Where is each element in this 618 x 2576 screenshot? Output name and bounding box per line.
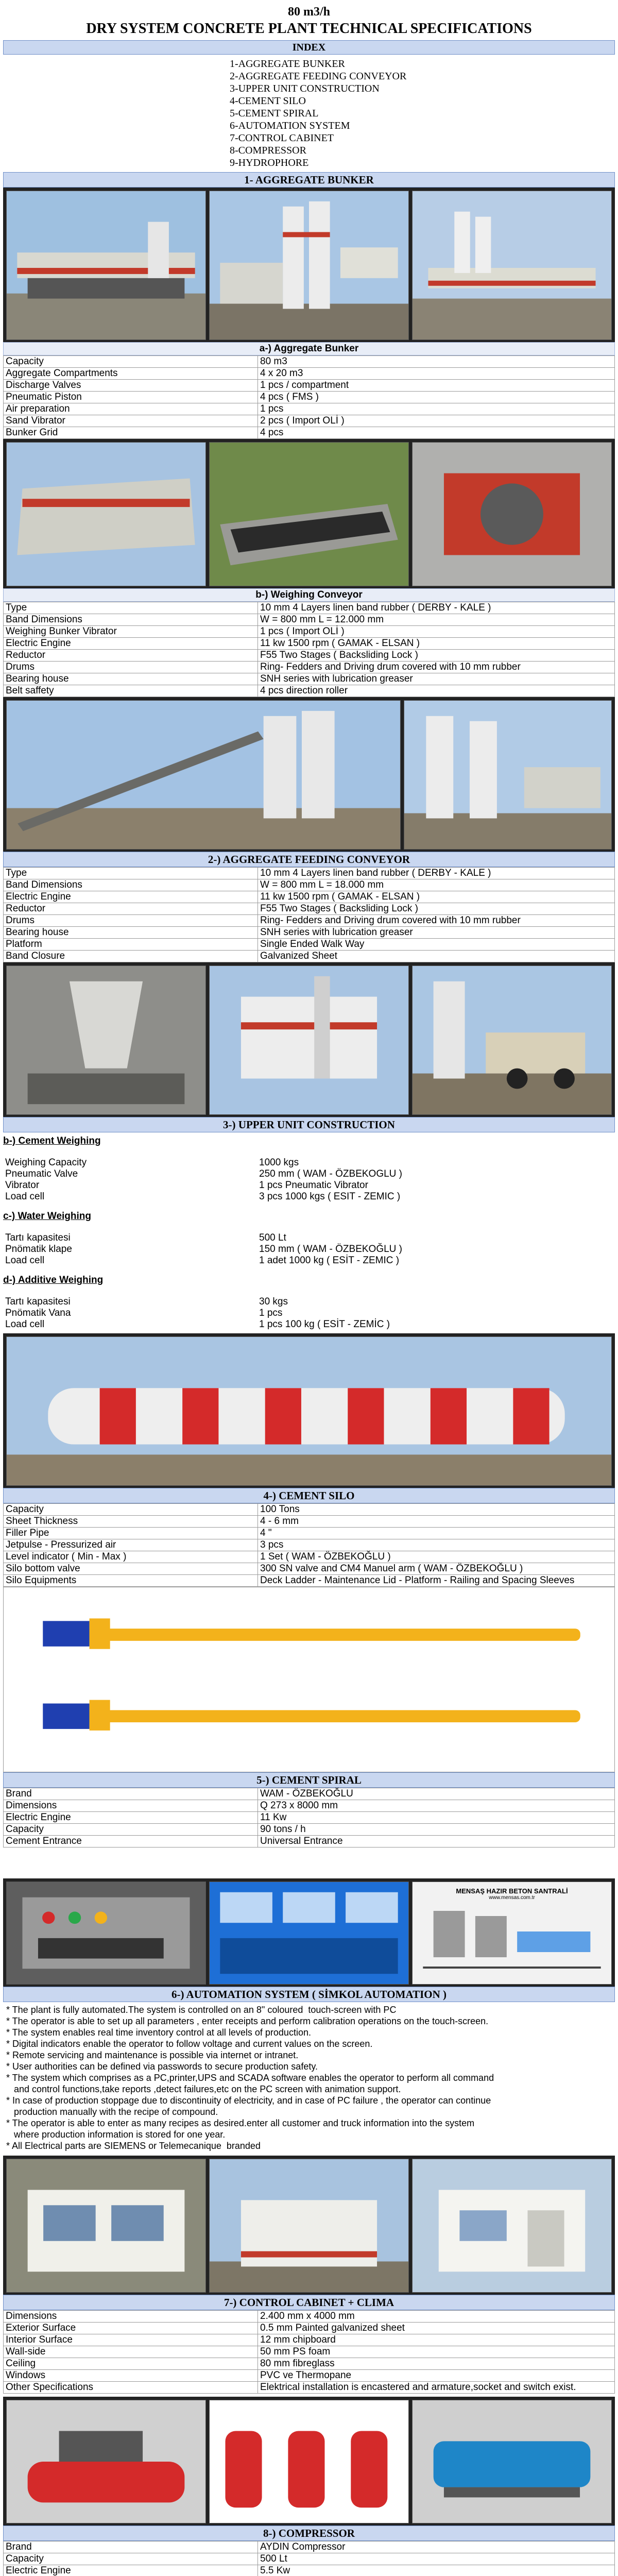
compressor-table bbox=[3, 2541, 615, 2576]
spec-row bbox=[4, 1824, 615, 1836]
spec-row bbox=[4, 927, 615, 939]
index-item: 5-CEMENT SPIRAL bbox=[230, 108, 319, 119]
spec-label: Band Dimensions bbox=[4, 614, 258, 626]
cement-silo-photo bbox=[6, 1336, 612, 1486]
spec-label: Capacity bbox=[4, 1504, 258, 1516]
index-item: 8-COMPRESSOR bbox=[230, 145, 306, 156]
upper-unit-photo-strip bbox=[3, 962, 615, 1117]
spec-row bbox=[3, 1255, 615, 1266]
section-compressor-heading: 8-) COMPRESSOR bbox=[3, 2526, 615, 2541]
spec-row bbox=[4, 2358, 615, 2370]
spec-value: Universal Entrance bbox=[258, 1836, 615, 1848]
spec-label: Weighing Bunker Vibrator bbox=[4, 626, 258, 638]
spec-label: Electric Engine bbox=[4, 891, 258, 903]
index-item: 3-UPPER UNIT CONSTRUCTION bbox=[230, 83, 380, 94]
spec-value: W = 800 mm L = 18.000 mm bbox=[258, 879, 615, 891]
spec-row bbox=[4, 380, 615, 392]
bunker-photo-strip bbox=[3, 188, 615, 342]
spec-value: SNH series with lubrication greaser bbox=[258, 927, 615, 939]
spec-label: Jetpulse - Pressurized air bbox=[4, 1539, 258, 1551]
spec-value: SNH series with lubrication greaser bbox=[258, 673, 615, 685]
spec-value: Elektrical installation is encastered and armature,socket and switch exist. bbox=[258, 2382, 615, 2394]
conveyor-photo-strip bbox=[3, 439, 615, 588]
panel-url: www.mensas.com.tr bbox=[489, 1895, 535, 1901]
spec-value: 500 Lt bbox=[258, 2553, 615, 2565]
weighing-conveyor-photo bbox=[209, 442, 409, 586]
spec-value: F55 Two Stages ( Backsliding Lock ) bbox=[258, 903, 615, 915]
spec-label: Dimensions bbox=[4, 1800, 258, 1812]
cabinet-photo bbox=[6, 2159, 206, 2293]
spec-label: Load cell bbox=[5, 1191, 45, 1202]
feeding-conveyor-photo-strip bbox=[3, 697, 615, 852]
spec-value: 0.5 mm Painted galvanized sheet bbox=[258, 2323, 615, 2334]
spec-label: Electric Engine bbox=[4, 2565, 258, 2576]
spec-row bbox=[4, 626, 615, 638]
spec-row bbox=[4, 356, 615, 368]
plant-site-photo bbox=[412, 191, 612, 340]
spec-label: Reductor bbox=[4, 650, 258, 662]
silos-photo bbox=[404, 700, 612, 850]
bunker-photo bbox=[6, 191, 206, 340]
pressure-tanks-photo bbox=[209, 2400, 409, 2523]
spec-label: Pnömatik Vana bbox=[5, 1308, 71, 1318]
plant-photo bbox=[209, 191, 409, 340]
spec-label: Capacity bbox=[4, 1824, 258, 1836]
spec-label: Load cell bbox=[5, 1255, 45, 1266]
weighing-conveyor-table bbox=[3, 602, 615, 697]
spec-value: 5.5 Kw bbox=[258, 2565, 615, 2576]
scada-screen-photo bbox=[209, 1882, 409, 1985]
spec-label: Other Specifications bbox=[4, 2382, 258, 2394]
automation-line: * In case of production stoppage due to discontinuity of electricity, and in case of PC failure , the operator can continue bbox=[6, 2095, 491, 2106]
spec-value: 1 Set ( WAM - ÖZBEKOĞLU ) bbox=[258, 1551, 615, 1563]
spiral-drawing-strip bbox=[3, 1587, 615, 1772]
section-upper-unit-heading: 3-) UPPER UNIT CONSTRUCTION bbox=[3, 1117, 615, 1132]
aggregate-bunker-table bbox=[3, 355, 615, 439]
automation-line: * The operator is able to set up all parameters , enter receipts and perform calibration operations on the touch-screen. bbox=[6, 2016, 489, 2026]
spec-label: Level indicator ( Min - Max ) bbox=[4, 1551, 258, 1563]
automation-line: * Digital indicators enable the operator to follow voltage and current values on the screen. bbox=[6, 2039, 373, 2049]
spec-row bbox=[4, 1528, 615, 1539]
spec-label: Platform bbox=[4, 939, 258, 951]
silo-photo-strip bbox=[3, 1333, 615, 1488]
spec-value: 1 pcs ( Import OLİ ) bbox=[258, 626, 615, 638]
spec-label: Tartı kapasitesi bbox=[5, 1296, 71, 1307]
spec-label: Brand bbox=[4, 2541, 258, 2553]
spec-label: Dimensions bbox=[4, 2311, 258, 2323]
spec-label: Pneumatic Piston bbox=[4, 392, 258, 403]
spec-label: Aggregate Compartments bbox=[4, 368, 258, 380]
spec-value: PVC ve Thermopane bbox=[258, 2370, 615, 2382]
spec-row bbox=[4, 1800, 615, 1812]
automation-line: * The plant is fully automated.The system is controlled on an 8" coloured touch-screen with PC bbox=[6, 2005, 397, 2015]
spec-value: 1 pcs bbox=[259, 1308, 283, 1318]
spec-label: Drums bbox=[4, 662, 258, 673]
capacity-title: 80 m3/h bbox=[287, 5, 330, 19]
cement-silo-table bbox=[3, 1503, 615, 1587]
spec-row bbox=[3, 1319, 615, 1330]
spec-value: 4 pcs ( FMS ) bbox=[258, 392, 615, 403]
spec-row bbox=[4, 2541, 615, 2553]
index-item: 9-HYDROPHORE bbox=[230, 157, 309, 168]
spec-value: 90 tons / h bbox=[258, 1824, 615, 1836]
spec-row bbox=[4, 638, 615, 650]
spec-value: 11 Kw bbox=[258, 1812, 615, 1824]
spec-row bbox=[3, 1180, 615, 1191]
spec-value: 300 SN valve and CM4 Manuel arm ( WAM - ÖZBEKOĞLU ) bbox=[258, 1563, 615, 1575]
spec-value: 2.400 mm x 4000 mm bbox=[258, 2311, 615, 2323]
spec-row bbox=[4, 1504, 615, 1516]
index-item: 2-AGGREGATE FEEDING CONVEYOR bbox=[230, 71, 407, 82]
additive-weighing-table bbox=[3, 1296, 615, 1330]
spec-label: Cement Entrance bbox=[4, 1836, 258, 1848]
spec-label: Windows bbox=[4, 2370, 258, 2382]
section-automation-heading: 6-) AUTOMATION SYSTEM ( SİMKOL AUTOMATION ) bbox=[3, 1987, 615, 2002]
spec-value: 30 kgs bbox=[259, 1296, 288, 1307]
spec-value: 80 mm fibreglass bbox=[258, 2358, 615, 2370]
cement-spiral-table bbox=[3, 1788, 615, 1848]
cement-weighing-label: b-) Cement Weighing bbox=[3, 1136, 101, 1146]
spec-row bbox=[3, 1232, 615, 1244]
spec-label: Electric Engine bbox=[4, 638, 258, 650]
spec-row bbox=[4, 1516, 615, 1528]
spec-value: 3 pcs 1000 kgs ( ESIT - ZEMIC ) bbox=[259, 1191, 401, 1202]
spec-value: AYDIN Compressor bbox=[258, 2541, 615, 2553]
spec-row bbox=[4, 879, 615, 891]
automation-photo-strip bbox=[3, 1878, 615, 1987]
spec-row bbox=[4, 1836, 615, 1848]
spec-label: Ceiling bbox=[4, 2358, 258, 2370]
spec-value: 4 pcs bbox=[258, 427, 615, 439]
spec-label: Capacity bbox=[4, 356, 258, 368]
spec-label: Interior Surface bbox=[4, 2334, 258, 2346]
water-weighing-table bbox=[3, 1232, 615, 1266]
spec-row bbox=[4, 1812, 615, 1824]
spec-value: Single Ended Walk Way bbox=[258, 939, 615, 951]
spec-value: 500 Lt bbox=[259, 1232, 286, 1243]
weighing-conveyor-subheading: b-) Weighing Conveyor bbox=[3, 588, 615, 602]
spec-label: Sand Vibrator bbox=[4, 415, 258, 427]
upper-unit-photo bbox=[209, 965, 409, 1115]
spec-row bbox=[4, 2346, 615, 2358]
aggregate-bunker-subheading: a-) Aggregate Bunker bbox=[3, 342, 615, 355]
spec-value: Ring- Fedders and Driving drum covered with 10 mm rubber bbox=[258, 662, 615, 673]
spec-value: 4 pcs direction roller bbox=[258, 685, 615, 697]
truck-loading-photo bbox=[412, 965, 612, 1115]
spec-row bbox=[3, 1157, 615, 1168]
spec-label: Bearing house bbox=[4, 673, 258, 685]
index-item: 4-CEMENT SILO bbox=[230, 95, 306, 107]
spec-row bbox=[4, 891, 615, 903]
spec-value: 11 kw 1500 rpm ( GAMAK - ELSAN ) bbox=[258, 638, 615, 650]
spec-value: 10 mm 4 Layers linen band rubber ( DERBY - KALE ) bbox=[258, 868, 615, 879]
spec-label: Load cell bbox=[5, 1319, 45, 1330]
spec-row bbox=[4, 1788, 615, 1800]
spec-value: 1 pcs bbox=[258, 403, 615, 415]
control-cabinet-table bbox=[3, 2310, 615, 2394]
automation-description bbox=[3, 2002, 615, 2154]
spec-value: Deck Ladder - Maintenance Lid - Platform - Railing and Spacing Sleeves bbox=[258, 1575, 615, 1587]
spec-row bbox=[3, 1296, 615, 1308]
index-item: 1-AGGREGATE BUNKER bbox=[230, 58, 345, 70]
spec-label: Bunker Grid bbox=[4, 427, 258, 439]
spec-row bbox=[4, 1539, 615, 1551]
spec-label: Bearing house bbox=[4, 927, 258, 939]
section-aggregate-bunker-heading: 1- AGGREGATE BUNKER bbox=[3, 172, 615, 188]
spec-value: 12 mm chipboard bbox=[258, 2334, 615, 2346]
automation-line: * User authorities can be defined via passwords to secure production safety. bbox=[6, 2061, 318, 2072]
spec-label: Discharge Valves bbox=[4, 380, 258, 392]
spec-row bbox=[4, 427, 615, 439]
spec-row bbox=[4, 403, 615, 415]
additive-weighing-label: d-) Additive Weighing bbox=[3, 1275, 104, 1285]
spec-row bbox=[4, 662, 615, 673]
cement-weighing-table bbox=[3, 1157, 615, 1202]
feeding-conveyor-table bbox=[3, 867, 615, 962]
spec-row bbox=[4, 939, 615, 951]
spec-row bbox=[4, 673, 615, 685]
automation-line: production manually with the recipe of compound. bbox=[6, 2107, 218, 2117]
hydrophore-pump-photo bbox=[412, 2400, 612, 2523]
spec-row bbox=[4, 2323, 615, 2334]
spec-value: 4 " bbox=[258, 1528, 615, 1539]
document-title: DRY SYSTEM CONCRETE PLANT TECHNICAL SPECIFICATIONS bbox=[86, 21, 532, 37]
spec-row bbox=[3, 1244, 615, 1255]
compressor-photo-strip bbox=[3, 2397, 615, 2526]
spec-row bbox=[4, 2311, 615, 2323]
spec-value: 50 mm PS foam bbox=[258, 2346, 615, 2358]
spec-value: 1 pcs / compartment bbox=[258, 380, 615, 392]
spec-label: Silo bottom valve bbox=[4, 1563, 258, 1575]
spec-label: Type bbox=[4, 868, 258, 879]
spec-value: 80 m3 bbox=[258, 356, 615, 368]
spec-value: Q 273 x 8000 mm bbox=[258, 1800, 615, 1812]
automation-line: * Remote servicing and maintenance is possible via internet or intranet. bbox=[6, 2050, 299, 2060]
index-item: 7-CONTROL CABINET bbox=[230, 132, 334, 144]
spec-label: Pneumatic Valve bbox=[5, 1168, 78, 1179]
spec-label: Pnömatik klape bbox=[5, 1244, 72, 1255]
drum-photo bbox=[412, 442, 612, 586]
title-block bbox=[3, 4, 615, 38]
spec-value: 150 mm ( WAM - ÖZBEKOĞLU ) bbox=[259, 1244, 402, 1255]
spec-value: 250 mm ( WAM - ÖZBEKOGLU ) bbox=[259, 1168, 402, 1179]
section-cement-spiral-heading: 5-) CEMENT SPIRAL bbox=[3, 1772, 615, 1788]
spec-label: Drums bbox=[4, 915, 258, 927]
automation-line: * All Electrical parts are SIEMENS or Telemecanique branded bbox=[6, 2141, 261, 2151]
spec-value: 4 x 20 m3 bbox=[258, 368, 615, 380]
spec-value: F55 Two Stages ( Backsliding Lock ) bbox=[258, 650, 615, 662]
mixer-photo bbox=[6, 965, 206, 1115]
spec-label: Weighing Capacity bbox=[5, 1157, 87, 1168]
spec-row bbox=[4, 2382, 615, 2394]
cabinet-site-photo bbox=[209, 2159, 409, 2293]
spec-label: Brand bbox=[4, 1788, 258, 1800]
spec-label: Belt saffety bbox=[4, 685, 258, 697]
cabinet-photo-strip bbox=[3, 2156, 615, 2295]
spec-value: 4 - 6 mm bbox=[258, 1516, 615, 1528]
spec-row bbox=[4, 650, 615, 662]
spec-label: Vibrator bbox=[5, 1180, 40, 1191]
automation-line: and control functions,take reports ,detect failures,etc on the PC screen with animation support. bbox=[6, 2084, 401, 2094]
spec-row bbox=[4, 1575, 615, 1587]
spec-value: 11 kw 1500 rpm ( GAMAK - ELSAN ) bbox=[258, 891, 615, 903]
cement-spiral-drawing bbox=[7, 1590, 611, 1769]
spec-row bbox=[4, 2370, 615, 2382]
spec-row bbox=[4, 685, 615, 697]
panel-title: MENSAŞ HAZIR BETON SANTRALİ bbox=[456, 1887, 568, 1895]
spec-row bbox=[4, 2334, 615, 2346]
control-panel-photo bbox=[6, 1882, 206, 1985]
feeding-conveyor-photo bbox=[6, 700, 401, 850]
automation-line: where production information is stored for one year. bbox=[6, 2129, 226, 2140]
spec-row bbox=[3, 1168, 615, 1180]
spec-value: 10 mm 4 Layers linen band rubber ( DERBY - KALE ) bbox=[258, 602, 615, 614]
spec-row bbox=[4, 915, 615, 927]
spec-label: Electric Engine bbox=[4, 1812, 258, 1824]
spec-row bbox=[4, 903, 615, 915]
spec-row bbox=[4, 602, 615, 614]
spec-value: 2 pcs ( Import OLİ ) bbox=[258, 415, 615, 427]
spec-value: WAM - ÖZBEKOĞLU bbox=[258, 1788, 615, 1800]
spec-value: 100 Tons bbox=[258, 1504, 615, 1516]
spec-value: 1000 kgs bbox=[259, 1157, 299, 1168]
index-heading: INDEX bbox=[3, 40, 615, 55]
spec-label: Band Dimensions bbox=[4, 879, 258, 891]
spec-label: Air preparation bbox=[4, 403, 258, 415]
spec-value: 1 adet 1000 kg ( ESİT - ZEMIC ) bbox=[259, 1255, 400, 1266]
automation-line: * The operator is able to enter as many recipes as desired.enter all customer and truck information into the system bbox=[6, 2118, 475, 2128]
spec-label: Wall-side bbox=[4, 2346, 258, 2358]
spec-value: W = 800 mm L = 12.000 mm bbox=[258, 614, 615, 626]
spec-row bbox=[4, 415, 615, 427]
spec-row bbox=[4, 2565, 615, 2576]
spec-row bbox=[3, 1191, 615, 1202]
spec-label: Capacity bbox=[4, 2553, 258, 2565]
water-weighing-label: c-) Water Weighing bbox=[3, 1211, 91, 1222]
spec-row bbox=[4, 1563, 615, 1575]
section-cement-silo-heading: 4-) CEMENT SILO bbox=[3, 1488, 615, 1503]
index-list bbox=[230, 58, 615, 169]
spec-row bbox=[4, 368, 615, 380]
spec-row bbox=[4, 392, 615, 403]
spec-label: Exterior Surface bbox=[4, 2323, 258, 2334]
spec-label: Silo Equipments bbox=[4, 1575, 258, 1587]
spec-row bbox=[4, 951, 615, 962]
spec-value: 1 pcs 100 kg ( ESİT - ZEMİC ) bbox=[259, 1319, 390, 1330]
spec-value: Galvanized Sheet bbox=[258, 951, 615, 962]
automation-line: * The system enables real time inventory control at all levels of production. bbox=[6, 2027, 311, 2038]
cabinet-exterior-photo bbox=[412, 2159, 612, 2293]
spec-label: Sheet Thickness bbox=[4, 1516, 258, 1528]
index-item: 6-AUTOMATION SYSTEM bbox=[230, 120, 350, 131]
spec-label: Band Closure bbox=[4, 951, 258, 962]
spec-value: 3 pcs bbox=[258, 1539, 615, 1551]
spec-value: Ring- Fedders and Driving drum covered with 10 mm rubber bbox=[258, 915, 615, 927]
spec-label: Filler Pipe bbox=[4, 1528, 258, 1539]
bunker-top-photo bbox=[6, 442, 206, 586]
spec-label: Tartı kapasitesi bbox=[5, 1232, 71, 1243]
automation-line: * The system which comprises as a PC,printer,UPS and SCADA software enables the operator to perform all command bbox=[6, 2073, 494, 2083]
spec-row bbox=[4, 2553, 615, 2565]
spec-label: Type bbox=[4, 602, 258, 614]
spec-label: Reductor bbox=[4, 903, 258, 915]
spec-row bbox=[4, 868, 615, 879]
section-feeding-conveyor-heading: 2-) AGGREGATE FEEDING CONVEYOR bbox=[3, 852, 615, 867]
spec-page bbox=[3, 0, 615, 2576]
compressor-photo bbox=[6, 2400, 206, 2523]
plant-mimic-diagram bbox=[412, 1882, 612, 1985]
spec-value: 1 pcs Pneumatic Vibrator bbox=[259, 1180, 368, 1191]
section-control-cabinet-heading: 7-) CONTROL CABINET + CLIMA bbox=[3, 2295, 615, 2310]
spec-row bbox=[4, 1551, 615, 1563]
spec-row bbox=[4, 614, 615, 626]
spec-row bbox=[3, 1308, 615, 1319]
